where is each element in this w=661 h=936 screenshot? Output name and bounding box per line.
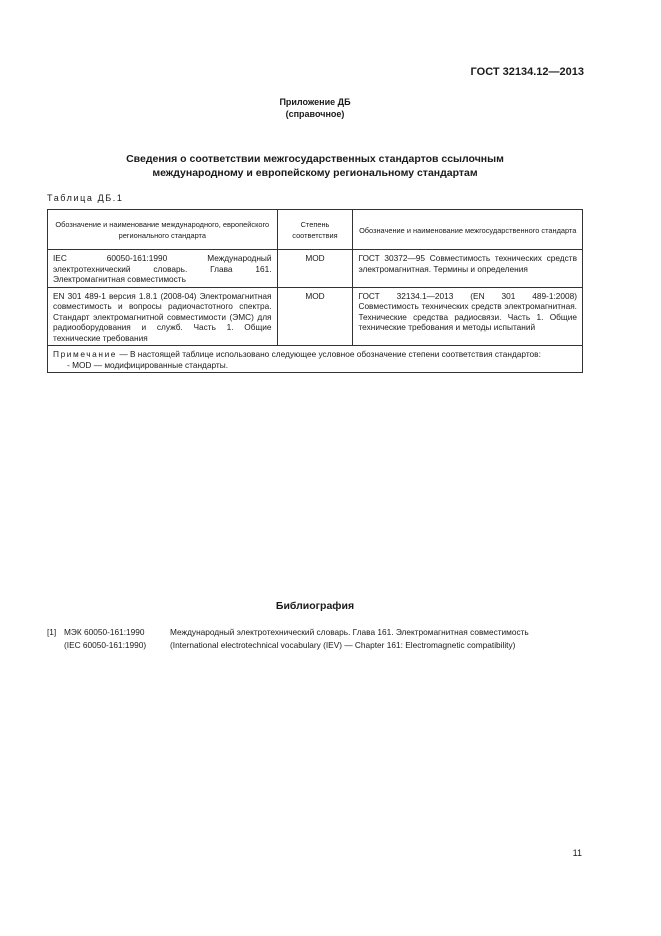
appendix-heading bbox=[0, 96, 630, 120]
bibliography-text: Международный электротехнический словарь. Глава 161. Электромагнитная совместимость bbox=[170, 627, 529, 637]
bibliography-code: МЭК 60050-161:1990 bbox=[64, 627, 145, 637]
appendix-subtitle: (справочное) bbox=[285, 109, 345, 119]
section-title-line-2: международному и европейскому региональному стандартам bbox=[152, 167, 478, 179]
table-note-row bbox=[48, 346, 583, 373]
bibliography-code-english: (IEC 60050-161:1990) bbox=[64, 639, 147, 650]
table-note bbox=[48, 346, 583, 373]
table-caption: Таблица ДБ.1 bbox=[47, 193, 124, 203]
bibliography-text-english: (International electrotechnical vocabulary (IEV) — Chapter 161: Electromagnetic compatibility) bbox=[170, 639, 516, 650]
cell-intl-standard: EN 301 489-1 версия 1.8.1 (2008-04) Электромагнитная совместимость и вопросы радиочастотного спектра. Стандарт электромагнитной совместимости (ЭМС) для радиооборудования и служб. Часть 1. Общие технические требования bbox=[48, 287, 278, 346]
bibliography-list bbox=[47, 626, 587, 651]
bibliography-entry bbox=[47, 626, 587, 639]
table-row bbox=[48, 250, 583, 288]
cell-degree: MOD bbox=[277, 287, 353, 346]
note-text: — В настоящей таблице использовано следующее условное обозначение степени соответствия стандартов: bbox=[117, 349, 541, 359]
bibliography-entry-english bbox=[47, 639, 587, 652]
note-label: Примечание bbox=[53, 349, 118, 359]
correspondence-table bbox=[47, 209, 583, 373]
cell-intl-standard: IEC 60050-161:1990 Международный электротехнический словарь. Глава 161. Электромагнитная совместимость bbox=[48, 250, 278, 288]
section-title-line-1: Сведения о соответствии межгосударственных стандартов ссылочным bbox=[126, 153, 504, 165]
page-number: 11 bbox=[572, 848, 582, 858]
bibliography-number: [1] bbox=[47, 627, 57, 637]
cell-interstate-standard: ГОСТ 32134.1—2013 (EN 301 489-1:2008) Совместимость технических средств электромагнитная. Технические средства радиосвязи. Часть 1. Общие технические требования и методы испытаний bbox=[353, 287, 583, 346]
table-header-row bbox=[48, 210, 583, 250]
cell-degree: MOD bbox=[277, 250, 353, 288]
cell-interstate-standard: ГОСТ 30372—95 Совместимость технических средств электромагнитная. Термины и определения bbox=[353, 250, 583, 288]
appendix-title: Приложение ДБ bbox=[279, 97, 351, 107]
table-row bbox=[48, 287, 583, 346]
header-degree: Степень соответствия bbox=[277, 210, 353, 250]
header-intl-standard: Обозначение и наименование международного, европейского регионального стандарта bbox=[48, 210, 278, 250]
section-title bbox=[0, 152, 630, 180]
bibliography-title: Библиография bbox=[275, 600, 355, 612]
document-code: ГОСТ 32134.12—2013 bbox=[470, 66, 584, 78]
note-item: - MOD — модифицированные стандарты. bbox=[67, 359, 229, 370]
header-interstate-standard: Обозначение и наименование межгосударственного стандарта bbox=[353, 210, 583, 250]
